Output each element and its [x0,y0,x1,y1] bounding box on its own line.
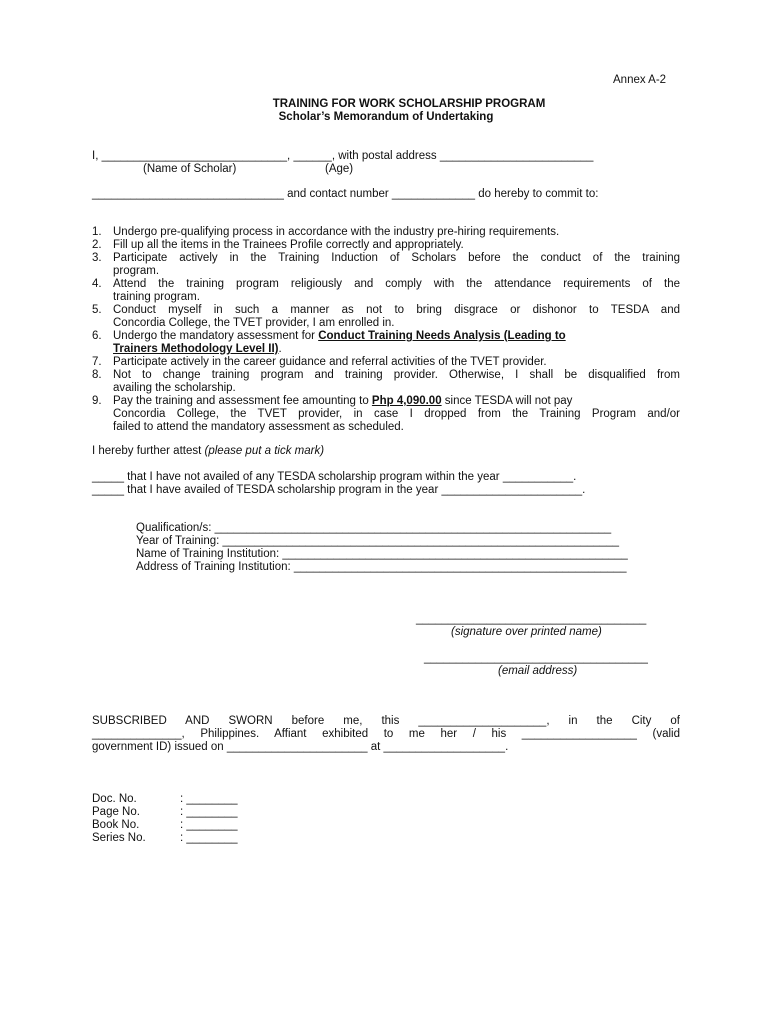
institution-name-field: Name of Training Institution: ______________________________________________________ [136,548,628,560]
commitment-item: 8. Not to change training program and training provider. Otherwise, I shall be disqualified from availing the scholarship. [92,369,680,394]
fee-amount: Php 4,090.00 [371,395,442,407]
assessment-title: Conduct Training Needs Analysis (Leading to [318,330,566,342]
annex-label: Annex A-2 [613,74,667,86]
attest-statement: I hereby further attest (please put a tick mark) [92,445,325,457]
commitment-item: 9. Pay the training and assessment fee amounting to Php 4,090.00 since TESDA will not pay Concordia College, the TVET provider, in case I dropped from the Training Program and/or failed to attend the mandatory assessment as scheduled. [92,395,680,433]
email-line: ___________________________________ [424,652,648,664]
qualification-field: Qualification/s: ______________________________________________________________ [136,522,612,534]
commitment-item: 1. Undergo pre-qualifying process in accordance with the industry pre-hiring requirements. [92,226,560,238]
commitment-item: 7. Participate actively in the career guidance and referral activities of the TVET provider. [92,356,547,368]
document-title: TRAINING FOR WORK SCHOLARSHIP PROGRAM [272,98,546,110]
attest-note: (please put a tick mark) [204,445,325,457]
signature-caption: (signature over printed name) [451,626,602,638]
assessment-title-cont: Trainers Methodology Level II) [113,343,279,355]
signature-line: ____________________________________ [416,613,647,625]
contact-line: ______________________________ and contact number _____________ do hereby to commit to: [92,188,599,200]
email-caption: (email address) [498,665,578,677]
attest-option-availed: _____ that I have availed of TESDA scholarship program in the year ______________________. [92,484,586,496]
document-subtitle: Scholar’s Memorandum of Undertaking [278,111,494,123]
attest-option-not-availed: _____ that I have not availed of any TESDA scholarship program within the year ___________. [92,471,577,483]
commitment-item: 6. Undergo the mandatory assessment for Conduct Training Needs Analysis (Leading to Trainers Methodology Level II). [92,330,566,355]
commitment-item: 4. Attend the training program religiously and comply with the attendance requirements of the training program. [92,278,680,303]
commitment-item: 3. Participate actively in the Training Induction of Scholars before the conduct of the training program. [92,252,680,277]
commitments-list [92,226,680,434]
commitment-item: 5. Conduct myself in such a manner as not to bring disgrace or dishonor to TESDA and Concordia College, the TVET provider, I am enrolled in. [92,304,680,329]
scholar-identity-line: I, _____________________________, ______, with postal address ________________________ [92,150,594,162]
name-caption: (Name of Scholar) [143,163,237,175]
sworn-statement: SUBSCRIBED AND SWORN before me, this ____________________, in the City of ______________, Philippines. Affiant exhibited to me her / his __________________ (valid government ID) issued on ______________________ at ___________________. [92,715,680,753]
institution-address-field: Address of Training Institution: ____________________________________________________ [136,561,627,573]
year-of-training-field: Year of Training: ______________________________________________________________ [136,535,620,547]
commitment-item: 2. Fill up all the items in the Trainees Profile correctly and appropriately. [92,239,464,251]
qualification-fields [136,522,628,574]
memorandum-page: Annex A-2 TRAINING FOR WORK SCHOLARSHIP PROGRAM Scholar’s Memorandum of Undertaking I, _____________________________, ______, with postal address ________________________ (Name of Scholar) (Age) ______________________________ and contact number _____________ do hereby to commit to: 1. Undergo pre-qualifying process in accordance with the industry pre-hiring requirements. 2. Fill up all the items in the Trainees Profile correctly and appropriately. 3. Participate actively in the Training Induction of Scholars before the conduct of the training program. 4. Attend the training program religiously and comply with the attendance requirements of the training program. 5. Conduct myself in such a manner as not to bring disgrace or dishonor to TESDA and Concordia College, the TVET provider, I am enrolled in. 6. Undergo the mandatory assessment for Conduct Training Needs Analysis (Leading to Trainers Methodology Level II). 7. Participate actively in the career guidance and referral activities of the TVET provider. 8. Not to change training program and training provider. Otherwise, I shall be disqualified from availing the scholarship. 9. Pay the training and assessment fee amounting to Php 4,090.00 since TESDA will not pay Concordia College, the TVET provider, in case I dropped from the Training Program and/or failed to attend the mandatory assessment as scheduled. I hereby further attest (please put a tick mark) _____ that I have not availed of any TESDA scholarship program within the year ___________. _____ that I have availed of TESDA scholarship program in the year ______________________. Qualification/s: ______________________________________________________________ Year of Training: ______________________________________________________________ Name of Training Institution: ______________________________________________________ Address of Training Institution: ____________________________________________________ ____________________________________ (signature over printed name) ___________________________________ (email address) SUBSCRIBED AND SWORN before me, this ____________________, in the City of ______________, Philippines. Affiant exhibited to me her / his __________________ (valid government ID) issued on ______________________ at ___________________. Doc. No. : ________ Page No. : ________ Book No. : ________ Series No. : ________ [0,0,768,1024]
age-caption: (Age) [325,163,354,175]
